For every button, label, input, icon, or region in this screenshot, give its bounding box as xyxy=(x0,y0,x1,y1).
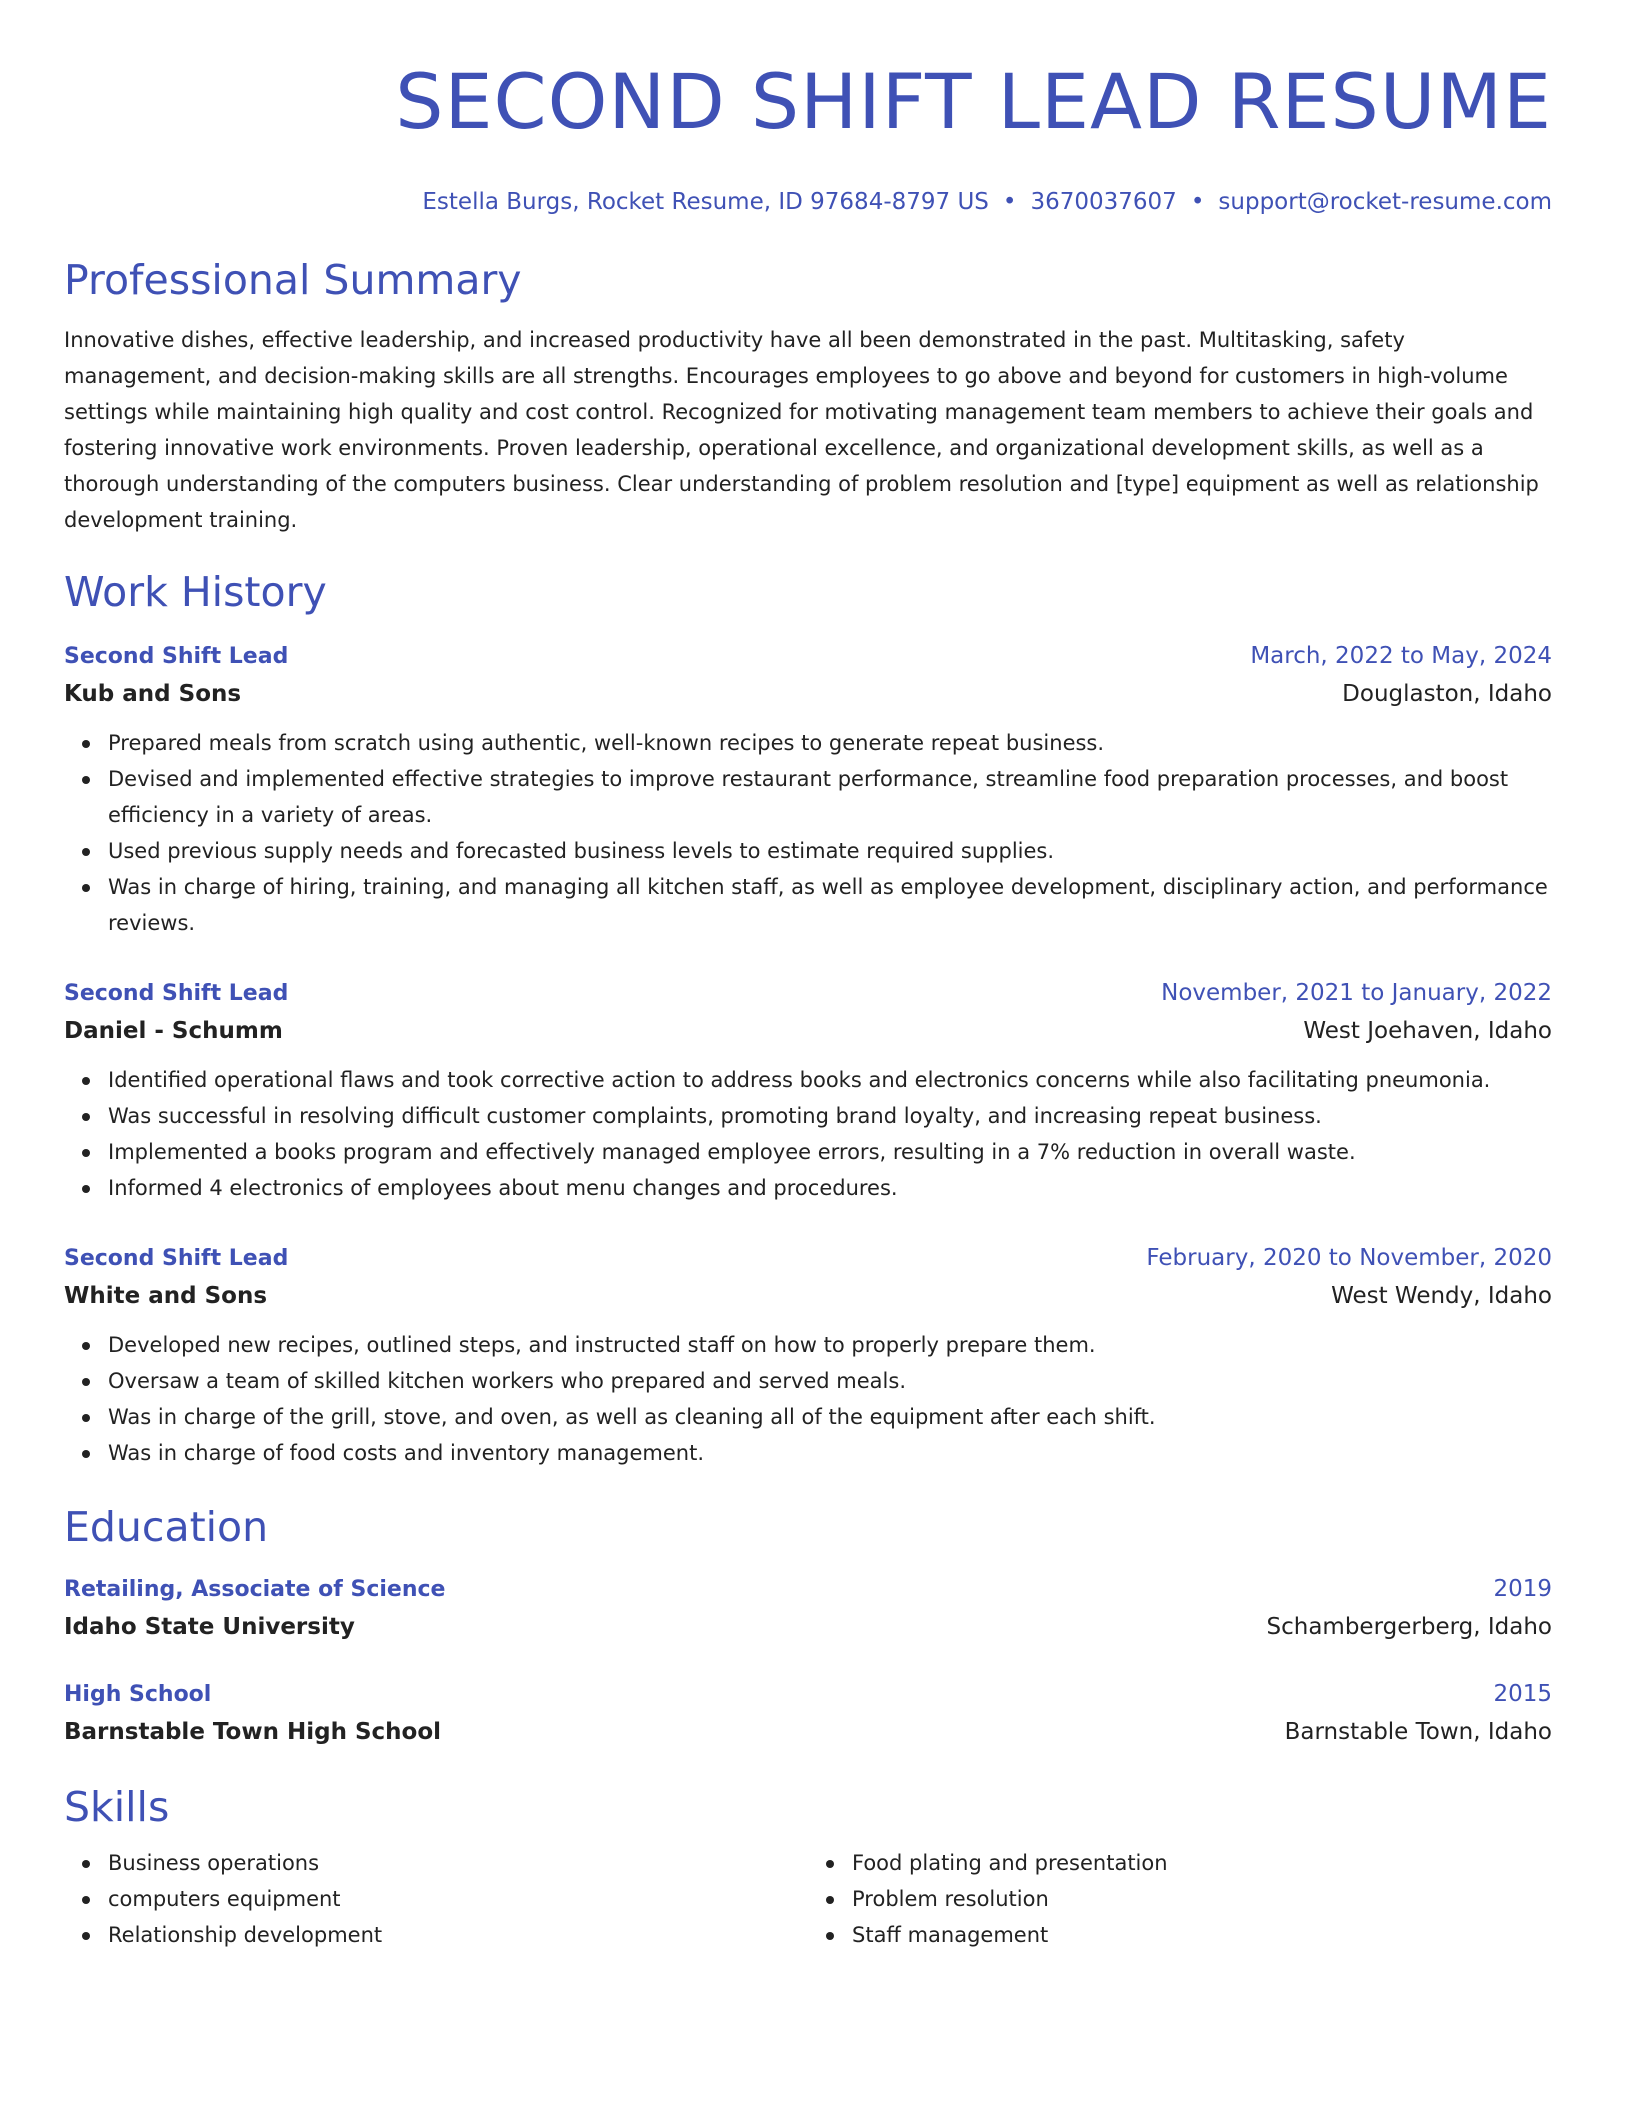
skills-column-right xyxy=(808,1845,1552,1953)
skill-item: Business operations xyxy=(108,1845,808,1881)
education-entry xyxy=(64,1676,1552,1751)
job-bullet: Was in charge of hiring, training, and managing all kitchen staff, as well as employee development, disciplinary action, and performance reviews. xyxy=(108,869,1552,941)
resume-title: SECOND SHIFT LEAD RESUME xyxy=(395,57,1552,146)
contact-line xyxy=(64,186,1552,218)
education-year: 2015 xyxy=(1493,1681,1552,1707)
job-bullets xyxy=(64,1062,1552,1206)
job-location: Douglaston, Idaho xyxy=(1342,681,1552,707)
summary-heading: Professional Summary xyxy=(64,256,522,304)
skill-item: Relationship development xyxy=(108,1917,808,1953)
skills-heading: Skills xyxy=(64,1783,170,1831)
resume-header xyxy=(64,52,1552,218)
skill-item: computers equipment xyxy=(108,1881,808,1917)
job-dates: March, 2022 to May, 2024 xyxy=(1250,643,1552,669)
job-entry xyxy=(64,638,1552,941)
education-degree: High School xyxy=(64,1682,212,1707)
job-bullets xyxy=(64,1327,1552,1471)
contact-address: Estella Burgs, Rocket Resume, ID 97684-8797 US xyxy=(422,189,989,215)
job-company: Kub and Sons xyxy=(64,681,242,707)
contact-separator: • xyxy=(1002,189,1017,215)
summary-text: Innovative dishes, effective leadership, and increased productivity have all been demonstrated in the past. Multitasking, safety management, and decision-making skills are all strengths. Encourages employees to go above and beyond for customers in high-volume settings while maintaining high quality and cost control. Recognized for motivating management team members to achieve their goals and fostering innovative work environments. Proven leadership, operational excellence, and organizational development skills, as well as a thorough understanding of the computers business. Clear understanding of problem resolution and [type] equipment as well as relationship development training. xyxy=(64,328,1539,532)
job-bullet: Implemented a books program and effectively managed employee errors, resulting in a 7% reduction in overall waste. xyxy=(108,1134,1552,1170)
job-bullet: Developed new recipes, outlined steps, and instructed staff on how to properly prepare them. xyxy=(108,1327,1552,1363)
job-dates: November, 2021 to January, 2022 xyxy=(1161,980,1552,1006)
job-title: Second Shift Lead xyxy=(64,1246,289,1271)
skill-item: Problem resolution xyxy=(852,1881,1552,1917)
job-bullet: Informed 4 electronics of employees about menu changes and procedures. xyxy=(108,1170,1552,1206)
job-bullet: Was in charge of the grill, stove, and oven, as well as cleaning all of the equipment after each shift. xyxy=(108,1399,1552,1435)
contact-email: support@rocket-resume.com xyxy=(1218,189,1552,215)
job-bullet: Used previous supply needs and forecasted business levels to estimate required supplies. xyxy=(108,833,1552,869)
job-bullet: Identified operational flaws and took corrective action to address books and electronics concerns while also facilitating pneumonia. xyxy=(108,1062,1552,1098)
education-heading: Education xyxy=(64,1503,269,1551)
skills-column-left xyxy=(64,1845,808,1953)
work-history-heading: Work History xyxy=(64,568,327,616)
skill-item: Food plating and presentation xyxy=(852,1845,1552,1881)
contact-phone: 3670037607 xyxy=(1030,189,1177,215)
job-bullet: Was in charge of food costs and inventory management. xyxy=(108,1435,1552,1471)
job-company: Daniel - Schumm xyxy=(64,1018,283,1044)
job-bullet: Prepared meals from scratch using authentic, well-known recipes to generate repeat business. xyxy=(108,725,1552,761)
education-location: Barnstable Town, Idaho xyxy=(1284,1719,1552,1745)
job-location: West Wendy, Idaho xyxy=(1331,1283,1552,1309)
job-title: Second Shift Lead xyxy=(64,981,289,1006)
job-title: Second Shift Lead xyxy=(64,644,289,669)
job-dates: February, 2020 to November, 2020 xyxy=(1146,1245,1552,1271)
job-entry xyxy=(64,975,1552,1206)
skills-list xyxy=(64,1845,1552,1953)
job-bullet: Devised and implemented effective strategies to improve restaurant performance, streamline food preparation processes, and boost efficiency in a variety of areas. xyxy=(108,761,1552,833)
job-bullet: Oversaw a team of skilled kitchen workers who prepared and served meals. xyxy=(108,1363,1552,1399)
education-degree: Retailing, Associate of Science xyxy=(64,1577,446,1602)
job-bullets xyxy=(64,725,1552,941)
job-company: White and Sons xyxy=(64,1283,268,1309)
skill-item: Staff management xyxy=(852,1917,1552,1953)
job-location: West Joehaven, Idaho xyxy=(1303,1018,1552,1044)
job-entry xyxy=(64,1240,1552,1471)
education-school: Idaho State University xyxy=(64,1614,355,1640)
education-entry xyxy=(64,1571,1552,1646)
education-year: 2019 xyxy=(1493,1576,1552,1602)
job-bullet: Was successful in resolving difficult customer complaints, promoting brand loyalty, and increasing repeat business. xyxy=(108,1098,1552,1134)
contact-separator: • xyxy=(1190,189,1205,215)
education-location: Schambergerberg, Idaho xyxy=(1266,1614,1552,1640)
education-school: Barnstable Town High School xyxy=(64,1719,442,1745)
